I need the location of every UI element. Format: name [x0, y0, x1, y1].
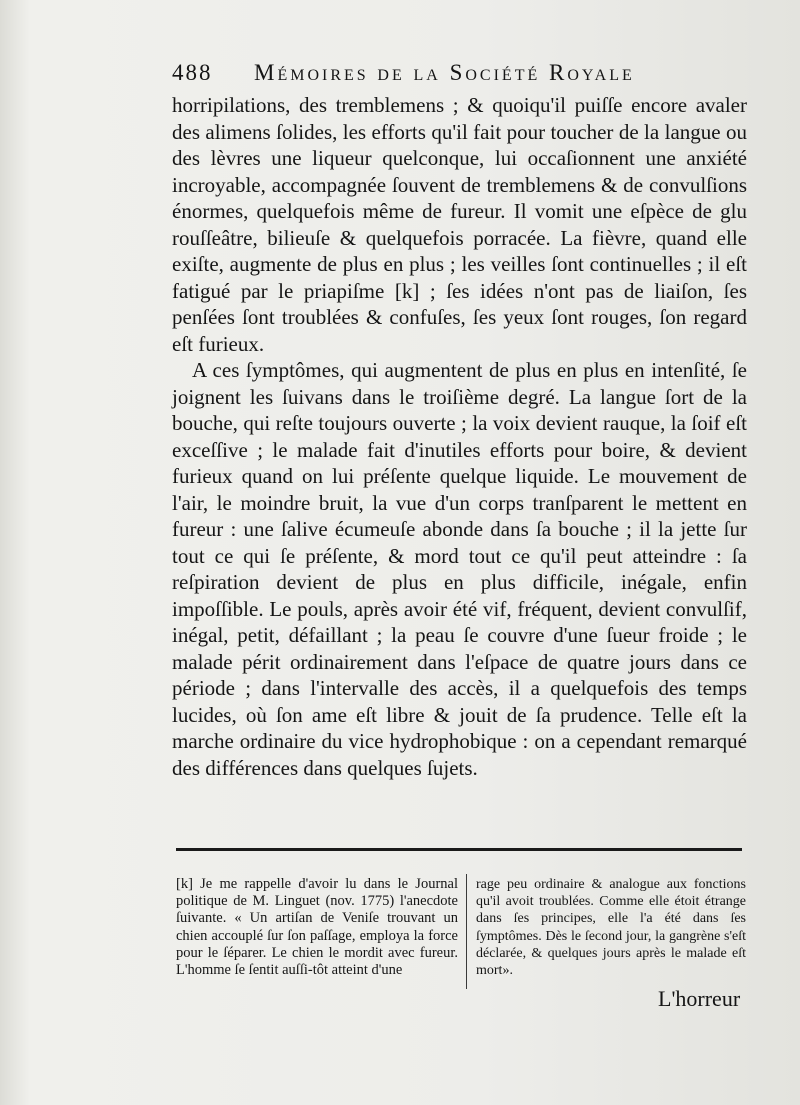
paragraph: horripilations, des tremblemens ; & quoiqu'il puiſſe encore avaler des alimens ſolides, les efforts qu'il fait pour toucher de la langue ou des lèvres une liqueur quelconque, lui occaſionnent une anxiété incroyable, accompagnée ſouvent de tremblemens & de convulſions énormes, quelquefois même de fureur. Il vomit une eſpèce de glu rouſſeâtre, bilieuſe & quelquefois porracée. La fièvre, quand elle exiſte, augmente de plus en plus ; les veilles ſont continuelles ; il eſt fatigué par le priapiſme [k] ; ſes idées n'ont pas de liaiſon, ſes penſées ſont troublées & confuſes, ſes yeux ſont rouges, ſon regard eſt furieux.: [172, 93, 747, 356]
footnote-rule: [176, 848, 742, 851]
footnote-left-column: [k] Je me rappelle d'avoir lu dans le Journal politique de M. Linguet (nov. 1775) l'anecdote ſuivante. « Un artiſan de Veniſe trouvant un chien accouplé ſur ſon paſſage, employa la force pour le ſéparer. Le chien le mordit avec fureur. L'homme ſe ſentit auſſi-tôt atteint d'une: [176, 876, 458, 979]
page-number: 488: [172, 60, 213, 85]
running-title: Mémoires de la Société Royale: [254, 60, 635, 85]
paragraph: A ces ſymptômes, qui augmentent de plus en plus en intenſité, ſe joignent les ſuivans dans le troiſième degré. La langue ſort de la bouche, qui reſte toujours ouverte ; la voix devient rauque, la ſoif eſt exceſſive ; le malade fait d'inutiles efforts pour boire, & devient furieux quand on lui préſente quelque liquide. Le mouvement de l'air, le moindre bruit, la vue d'un corps tranſparent le mettent en fureur : une ſalive écumeuſe abonde dans ſa bouche ; il la jette ſur tout ce qui ſe préſente, & mord tout ce qu'il peut atteindre : ſa reſpiration devient de plus en plus difficile, inégale, enfin impoſſible. Le pouls, après avoir été vif, fréquent, devient convulſif, inégal, petit, défaillant ; la peau ſe couvre d'une ſueur froide ; le malade périt ordinairement dans l'eſpace de quatre jours dans ce période ; dans l'intervalle des accès, il a quelquefois des temps lucides, où ſon ame eſt libre & jouit de ſa prudence. Telle eſt la marche ordinaire du vice hydrophobique : on a cependant remarqué des différences dans quelques ſujets.: [172, 358, 747, 780]
main-text: [172, 92, 747, 781]
page-header: [172, 60, 762, 92]
catchword: L'horreur: [658, 986, 741, 1011]
footnote-column-divider: [466, 874, 467, 989]
footnote-right-column: rage peu ordinaire & analogue aux fonctions qu'il avoit troublées. Comme elle étoit étrange dans ſes principes, elle l'a été dans ſes ſymptômes. Dès le ſecond jour, la gangrène s'eſt déclarée, & quelques jours après le malade eſt mort».: [476, 877, 746, 979]
